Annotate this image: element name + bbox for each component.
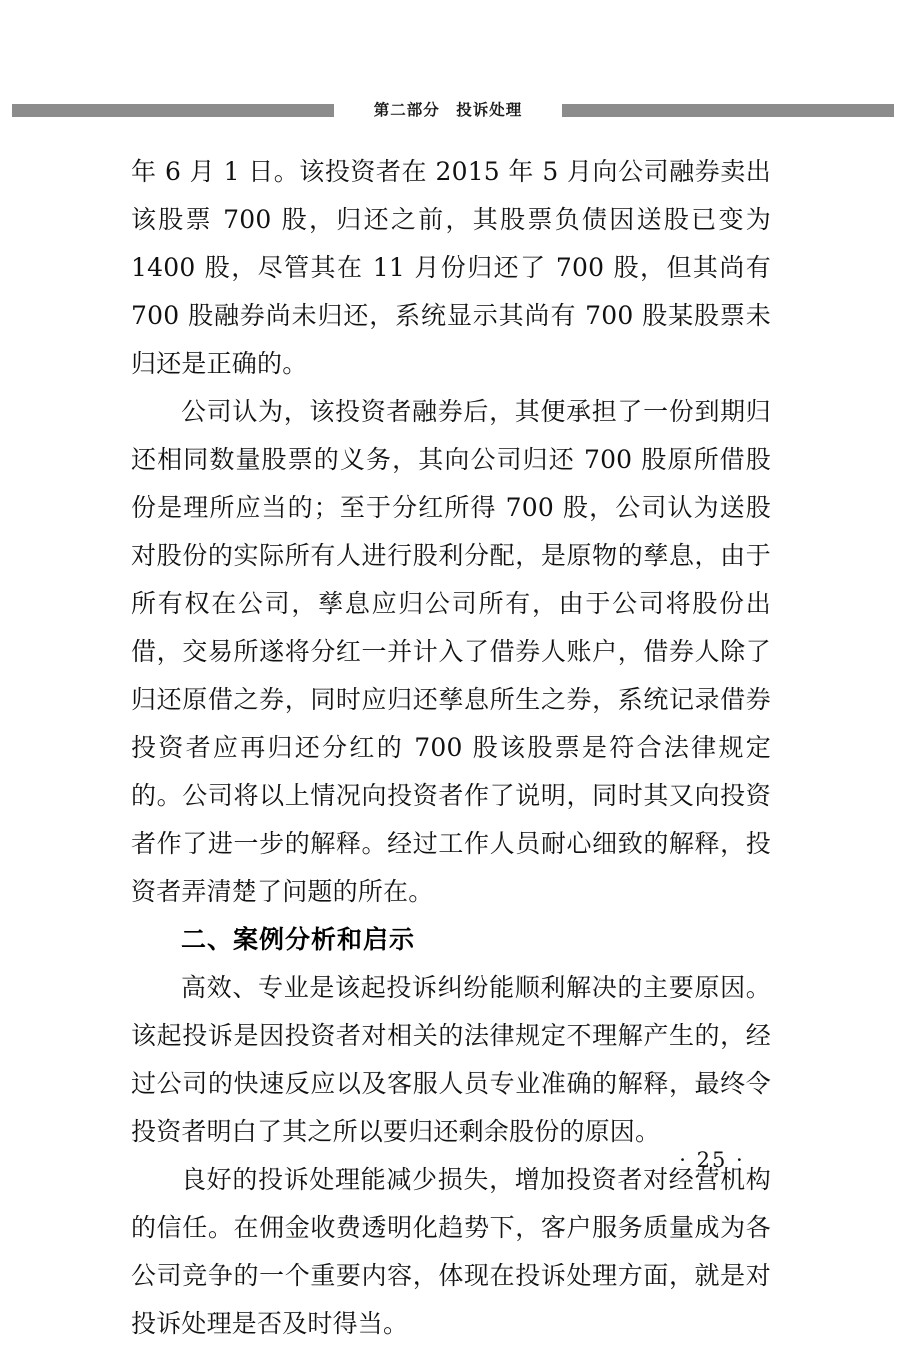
running-header xyxy=(0,98,904,124)
header-title: 第二部分 投诉处理 xyxy=(373,101,523,119)
paragraph-continued: 年 6 月 1 日。该投资者在 2015 年 5 月向公司融券卖出该股票 700 股，归还之前，其股票负债因送股已变为 1400 股，尽管其在 11 月份归还了 700 股，但其尚有 700 股融券尚未归还，系统显示其尚有 700 股某股票未归还是正确的。 xyxy=(131,157,771,378)
page-number: · 25 · xyxy=(679,1148,745,1172)
paragraph-company-view: 公司认为，该投资者融券后，其便承担了一份到期归还相同数量股票的义务，其向公司归还 700 股原所借股份是理所应当的；至于分红所得 700 股，公司认为送股对股份的实际所有人进行股利分配，是原物的孳息，由于所有权在公司，孳息应归公司所有，由于公司将股份出借，交易所遂将分红一并计入了借券人账户，借券人除了归还原借之券，同时应归还孳息所生之券，系统记录借券投资者应再归还分红的 700 股该股票是符合法律规定的。公司将以上情况向投资者作了说明，同时其又向投资者作了进一步的解释。经过工作人员耐心细致的解释，投资者弄清楚了问题的所在。 xyxy=(131,397,771,906)
paragraph-analysis-2: 良好的投诉处理能减少损失，增加投资者对经营机构的信任。在佣金收费透明化趋势下，客户服务质量成为各公司竞争的一个重要内容，体现在投诉处理方面，就是对投诉处理是否及时得当。 xyxy=(131,1165,771,1338)
paragraph-analysis-1: 高效、专业是该起投诉纠纷能顺利解决的主要原因。该起投诉是因投资者对相关的法律规定不理解产生的，经过公司的快速反应以及客服人员专业准确的解释，最终令投资者明白了其之所以要归还剩余股份的原因。 xyxy=(131,973,771,1146)
page-footer xyxy=(0,1148,904,1172)
header-rule-left xyxy=(12,104,334,117)
section-heading: 二、案例分析和启示 xyxy=(181,925,416,954)
header-rule-right xyxy=(562,104,894,117)
